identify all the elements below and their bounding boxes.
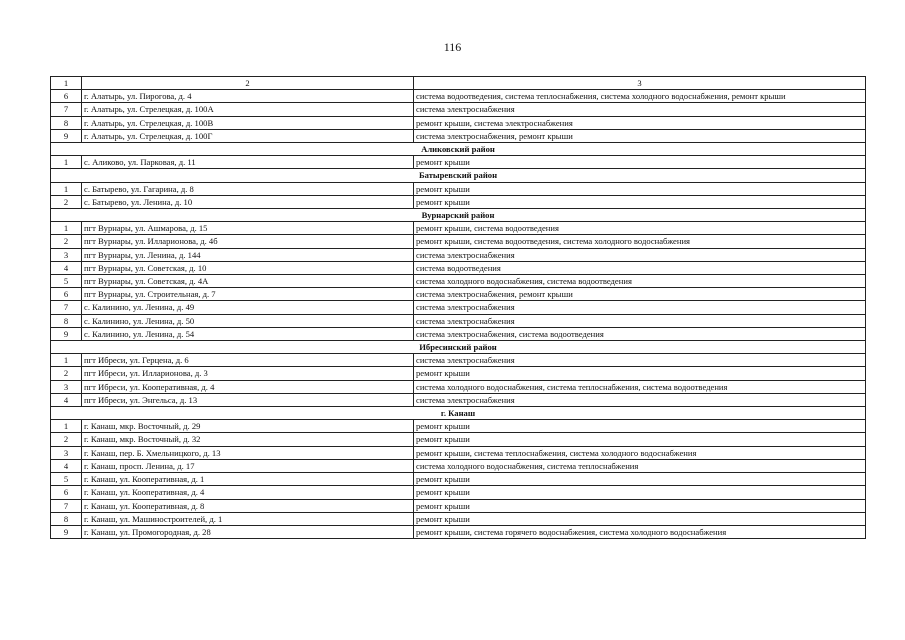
page-number: 116 — [443, 40, 462, 54]
header-cell-3: 3 — [414, 77, 866, 90]
work-type-cell: система электроснабжения — [414, 314, 866, 327]
address-cell: г. Канаш, пер. Б. Хмельницкого, д. 13 — [82, 446, 414, 459]
table-row — [51, 195, 866, 208]
table-row — [51, 459, 866, 472]
address-cell: с. Аликово, ул. Парковая, д. 11 — [82, 156, 414, 169]
row-number: 5 — [51, 473, 82, 486]
row-number: 3 — [51, 446, 82, 459]
row-number: 9 — [51, 129, 82, 142]
section-title: Вурнарский район — [51, 209, 866, 222]
row-number: 1 — [51, 222, 82, 235]
work-type-cell: система холодного водоснабжения, система теплоснабжения, система водоотведения — [414, 380, 866, 393]
work-type-cell: система электроснабжения — [414, 301, 866, 314]
section-title: г. Канаш — [51, 407, 866, 420]
work-type-cell: ремонт крыши — [414, 195, 866, 208]
table-row — [51, 288, 866, 301]
work-type-cell: ремонт крыши — [414, 156, 866, 169]
work-type-cell: система электроснабжения, система водоотведения — [414, 327, 866, 340]
address-cell: пгт Вурнары, ул. Строительная, д. 7 — [82, 288, 414, 301]
row-number: 2 — [51, 367, 82, 380]
work-type-cell: ремонт крыши — [414, 182, 866, 195]
work-type-cell: ремонт крыши, система теплоснабжения, система холодного водоснабжения — [414, 446, 866, 459]
address-cell: пгт Ибреси, ул. Энгельса, д. 13 — [82, 393, 414, 406]
section-row — [51, 169, 866, 182]
row-number: 6 — [51, 486, 82, 499]
table-row — [51, 301, 866, 314]
address-cell: г. Канаш, мкр. Восточный, д. 32 — [82, 433, 414, 446]
table-row — [51, 182, 866, 195]
table-row — [51, 473, 866, 486]
address-cell: пгт Ибреси, ул. Илларионова, д. 3 — [82, 367, 414, 380]
row-number: 9 — [51, 327, 82, 340]
row-number: 1 — [51, 354, 82, 367]
work-type-cell: ремонт крыши — [414, 420, 866, 433]
address-cell: г. Канаш, ул. Кооперативная, д. 8 — [82, 499, 414, 512]
table-row — [51, 354, 866, 367]
work-type-cell: система электроснабжения — [414, 393, 866, 406]
table-row — [51, 90, 866, 103]
address-cell: г. Канаш, просп. Ленина, д. 17 — [82, 459, 414, 472]
address-cell: г. Алатырь, ул. Стрелецкая, д. 100В — [82, 116, 414, 129]
work-type-cell: ремонт крыши, система водоотведения, система холодного водоснабжения — [414, 235, 866, 248]
row-number: 4 — [51, 393, 82, 406]
address-cell: г. Алатырь, ул. Стрелецкая, д. 100Г — [82, 129, 414, 142]
address-cell: пгт Вурнары, ул. Илларионова, д. 4б — [82, 235, 414, 248]
work-type-cell: система электроснабжения — [414, 354, 866, 367]
address-cell: с. Калинино, ул. Ленина, д. 54 — [82, 327, 414, 340]
row-number: 7 — [51, 301, 82, 314]
row-number: 7 — [51, 499, 82, 512]
address-cell: пгт Вурнары, ул. Советская, д. 10 — [82, 261, 414, 274]
address-cell: пгт Вурнары, ул. Ашмарова, д. 15 — [82, 222, 414, 235]
table-row — [51, 393, 866, 406]
address-cell: г. Алатырь, ул. Стрелецкая, д. 100А — [82, 103, 414, 116]
table-body — [51, 77, 866, 539]
table-row — [51, 525, 866, 538]
work-type-cell: система водоотведения — [414, 261, 866, 274]
section-title: Аликовский район — [51, 143, 866, 156]
table-row — [51, 327, 866, 340]
section-row — [51, 341, 866, 354]
section-row — [51, 143, 866, 156]
work-type-cell: ремонт крыши, система горячего водоснабжения, система холодного водоснабжения — [414, 525, 866, 538]
row-number: 6 — [51, 288, 82, 301]
work-type-cell: ремонт крыши — [414, 512, 866, 525]
table-row — [51, 129, 866, 142]
row-number: 9 — [51, 525, 82, 538]
address-cell: г. Канаш, ул. Кооперативная, д. 4 — [82, 486, 414, 499]
row-number: 8 — [51, 314, 82, 327]
section-row — [51, 407, 866, 420]
work-type-cell: ремонт крыши — [414, 433, 866, 446]
row-number: 1 — [51, 420, 82, 433]
work-type-cell: ремонт крыши — [414, 486, 866, 499]
table-row — [51, 116, 866, 129]
work-type-cell: ремонт крыши — [414, 473, 866, 486]
table-row — [51, 314, 866, 327]
work-type-cell: ремонт крыши — [414, 499, 866, 512]
address-cell: с. Батырево, ул. Гагарина, д. 8 — [82, 182, 414, 195]
work-type-cell: система холодного водоснабжения, система водоотведения — [414, 275, 866, 288]
address-cell: г. Канаш, мкр. Восточный, д. 29 — [82, 420, 414, 433]
row-number: 2 — [51, 195, 82, 208]
address-cell: г. Алатырь, ул. Пирогова, д. 4 — [82, 90, 414, 103]
address-cell: пгт Ибреси, ул. Кооперативная, д. 4 — [82, 380, 414, 393]
row-number: 4 — [51, 459, 82, 472]
table-row — [51, 433, 866, 446]
work-type-cell: система электроснабжения — [414, 103, 866, 116]
table-row — [51, 512, 866, 525]
row-number: 6 — [51, 90, 82, 103]
address-cell: г. Канаш, ул. Машиностроителей, д. 1 — [82, 512, 414, 525]
row-number: 3 — [51, 380, 82, 393]
work-type-cell: система электроснабжения, ремонт крыши — [414, 288, 866, 301]
work-type-cell: система водоотведения, система теплоснабжения, система холодного водоснабжения, ремонт крыши — [414, 90, 866, 103]
table-row — [51, 235, 866, 248]
table-row — [51, 103, 866, 116]
work-type-cell: ремонт крыши, система водоотведения — [414, 222, 866, 235]
address-cell: г. Канаш, ул. Промогородная, д. 28 — [82, 525, 414, 538]
section-title: Батыревский район — [51, 169, 866, 182]
work-type-cell: система холодного водоснабжения, система теплоснабжения — [414, 459, 866, 472]
work-type-cell: система электроснабжения — [414, 248, 866, 261]
table-row — [51, 248, 866, 261]
table-row — [51, 499, 866, 512]
address-cell: г. Канаш, ул. Кооперативная, д. 1 — [82, 473, 414, 486]
table-row — [51, 156, 866, 169]
row-number: 2 — [51, 433, 82, 446]
address-cell: с. Калинино, ул. Ленина, д. 50 — [82, 314, 414, 327]
address-cell: пгт Вурнары, ул. Ленина, д. 144 — [82, 248, 414, 261]
section-row — [51, 209, 866, 222]
address-cell: с. Калинино, ул. Ленина, д. 49 — [82, 301, 414, 314]
address-cell: пгт Вурнары, ул. Советская, д. 4А — [82, 275, 414, 288]
row-number: 1 — [51, 156, 82, 169]
header-cell-1: 1 — [51, 77, 82, 90]
row-number: 5 — [51, 275, 82, 288]
row-number: 1 — [51, 182, 82, 195]
table-header-row — [51, 77, 866, 90]
row-number: 8 — [51, 116, 82, 129]
row-number: 4 — [51, 261, 82, 274]
row-number: 3 — [51, 248, 82, 261]
table-row — [51, 275, 866, 288]
table-row — [51, 367, 866, 380]
work-type-cell: система электроснабжения, ремонт крыши — [414, 129, 866, 142]
address-cell: с. Батырево, ул. Ленина, д. 10 — [82, 195, 414, 208]
table-row — [51, 486, 866, 499]
table-row — [51, 380, 866, 393]
row-number: 2 — [51, 235, 82, 248]
section-title: Ибресинский район — [51, 341, 866, 354]
header-cell-2: 2 — [82, 77, 414, 90]
address-cell: пгт Ибреси, ул. Герцена, д. 6 — [82, 354, 414, 367]
table-row — [51, 420, 866, 433]
table-row — [51, 261, 866, 274]
work-type-cell: ремонт крыши, система электроснабжения — [414, 116, 866, 129]
row-number: 8 — [51, 512, 82, 525]
work-type-cell: ремонт крыши — [414, 367, 866, 380]
works-table — [50, 76, 866, 539]
table-row — [51, 222, 866, 235]
row-number: 7 — [51, 103, 82, 116]
table-row — [51, 446, 866, 459]
